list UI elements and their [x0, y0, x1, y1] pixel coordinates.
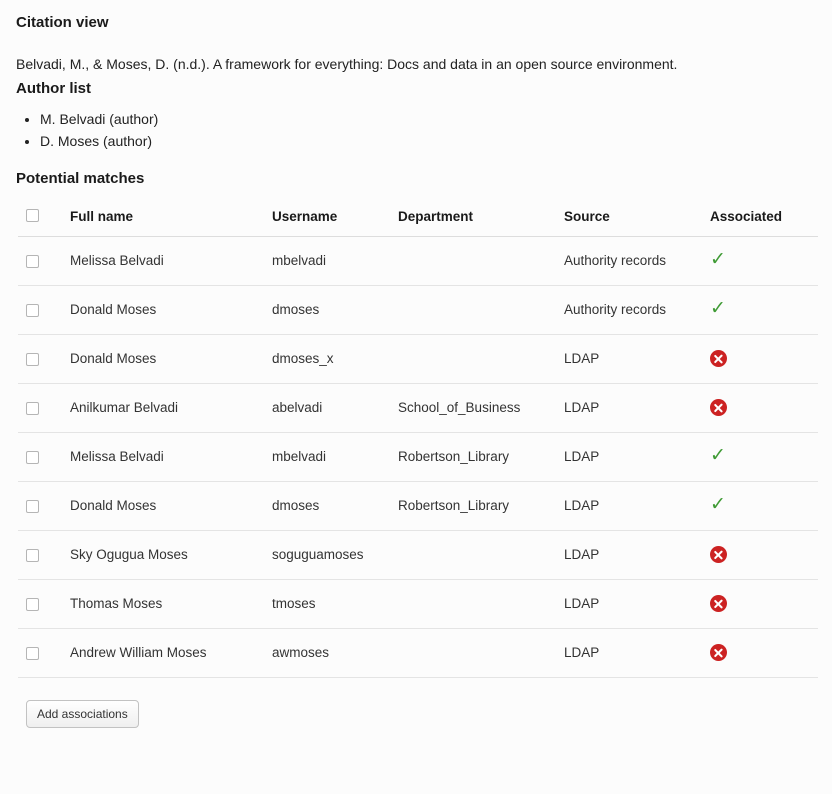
select-all-checkbox[interactable]: [26, 209, 39, 222]
check-icon: ✓: [710, 445, 726, 467]
potential-matches-heading: Potential matches: [16, 170, 145, 187]
cell-department: [390, 628, 556, 677]
cell-associated: [702, 236, 818, 285]
table-header: [18, 208, 818, 236]
cell-associated: [702, 432, 818, 481]
cell-department: [390, 530, 556, 579]
column-header-username: Username: [264, 208, 390, 236]
cell-associated: [702, 285, 818, 334]
row-select-checkbox[interactable]: [26, 353, 39, 366]
cell-full-name: Anilkumar Belvadi: [62, 383, 264, 432]
list-item: • M. Belvadi (author): [40, 108, 816, 130]
table-row: [18, 236, 818, 285]
row-select-cell: [18, 236, 62, 285]
cell-source: LDAP: [556, 383, 702, 432]
cell-full-name: Donald Moses: [62, 334, 264, 383]
cell-username: mbelvadi: [264, 236, 390, 285]
check-icon: ✓: [710, 298, 726, 320]
cell-username: awmoses: [264, 628, 390, 677]
cell-associated: [702, 579, 818, 628]
row-select-cell: [18, 579, 62, 628]
cell-associated: [702, 481, 818, 530]
table-row: [18, 285, 818, 334]
add-associations-button[interactable]: Add associations: [26, 700, 139, 728]
row-select-cell: [18, 383, 62, 432]
table-footer: [16, 700, 816, 728]
select-all-header: [18, 208, 62, 236]
cell-department: Robertson_Library: [390, 481, 556, 530]
x-circle-icon: [710, 644, 727, 661]
row-select-cell: [18, 530, 62, 579]
cell-username: dmoses: [264, 285, 390, 334]
table-row: [18, 628, 818, 677]
column-header-full-name: Full name: [62, 208, 264, 236]
row-select-checkbox[interactable]: [26, 451, 39, 464]
row-select-cell: [18, 481, 62, 530]
x-circle-icon: [710, 399, 727, 416]
row-select-checkbox[interactable]: [26, 549, 39, 562]
cell-department: School_of_Business: [390, 383, 556, 432]
cell-source: LDAP: [556, 628, 702, 677]
check-icon: ✓: [710, 249, 726, 271]
x-circle-icon: [710, 595, 727, 612]
cell-username: abelvadi: [264, 383, 390, 432]
cell-source: Authority records: [556, 236, 702, 285]
table-row: [18, 530, 818, 579]
cell-full-name: Thomas Moses: [62, 579, 264, 628]
cell-full-name: Donald Moses: [62, 481, 264, 530]
author-list: [16, 108, 816, 152]
row-select-cell: [18, 334, 62, 383]
row-select-checkbox[interactable]: [26, 598, 39, 611]
table-row: [18, 481, 818, 530]
column-header-source: Source: [556, 208, 702, 236]
cell-username: tmoses: [264, 579, 390, 628]
cell-source: LDAP: [556, 334, 702, 383]
cell-full-name: Andrew William Moses: [62, 628, 264, 677]
cell-username: dmoses_x: [264, 334, 390, 383]
cell-full-name: Melissa Belvadi: [62, 236, 264, 285]
cell-full-name: Donald Moses: [62, 285, 264, 334]
cell-source: LDAP: [556, 432, 702, 481]
cell-associated: [702, 530, 818, 579]
cell-department: [390, 334, 556, 383]
row-select-cell: [18, 285, 62, 334]
row-select-cell: [18, 628, 62, 677]
cell-full-name: Sky Ogugua Moses: [62, 530, 264, 579]
table-header-row: [18, 208, 818, 236]
cell-source: LDAP: [556, 579, 702, 628]
x-circle-icon: [710, 546, 727, 563]
cell-department: [390, 579, 556, 628]
table-body: [18, 236, 818, 677]
cell-associated: [702, 334, 818, 383]
cell-department: Robertson_Library: [390, 432, 556, 481]
row-select-checkbox[interactable]: [26, 647, 39, 660]
citation-text: Belvadi, M., & Moses, D. (n.d.). A framework for everything: Docs and data in an open source environment.: [16, 56, 678, 72]
row-select-checkbox[interactable]: [26, 500, 39, 513]
page-title: Citation view: [16, 14, 109, 31]
row-select-cell: [18, 432, 62, 481]
cell-username: mbelvadi: [264, 432, 390, 481]
potential-matches-table: [18, 208, 818, 678]
table-row: [18, 383, 818, 432]
column-header-associated: Associated: [702, 208, 818, 236]
table-row: [18, 432, 818, 481]
column-header-department: Department: [390, 208, 556, 236]
author-list-heading: Author list: [16, 80, 91, 97]
table-row: [18, 579, 818, 628]
cell-source: LDAP: [556, 530, 702, 579]
check-icon: ✓: [710, 494, 726, 516]
cell-associated: [702, 628, 818, 677]
table-row: [18, 334, 818, 383]
row-select-checkbox[interactable]: [26, 304, 39, 317]
list-item: • D. Moses (author): [40, 130, 816, 152]
cell-username: soguguamoses: [264, 530, 390, 579]
cell-department: [390, 285, 556, 334]
cell-username: dmoses: [264, 481, 390, 530]
cell-source: Authority records: [556, 285, 702, 334]
cell-full-name: Melissa Belvadi: [62, 432, 264, 481]
x-circle-icon: [710, 350, 727, 367]
cell-associated: [702, 383, 818, 432]
row-select-checkbox[interactable]: [26, 255, 39, 268]
cell-department: [390, 236, 556, 285]
cell-source: LDAP: [556, 481, 702, 530]
row-select-checkbox[interactable]: [26, 402, 39, 415]
